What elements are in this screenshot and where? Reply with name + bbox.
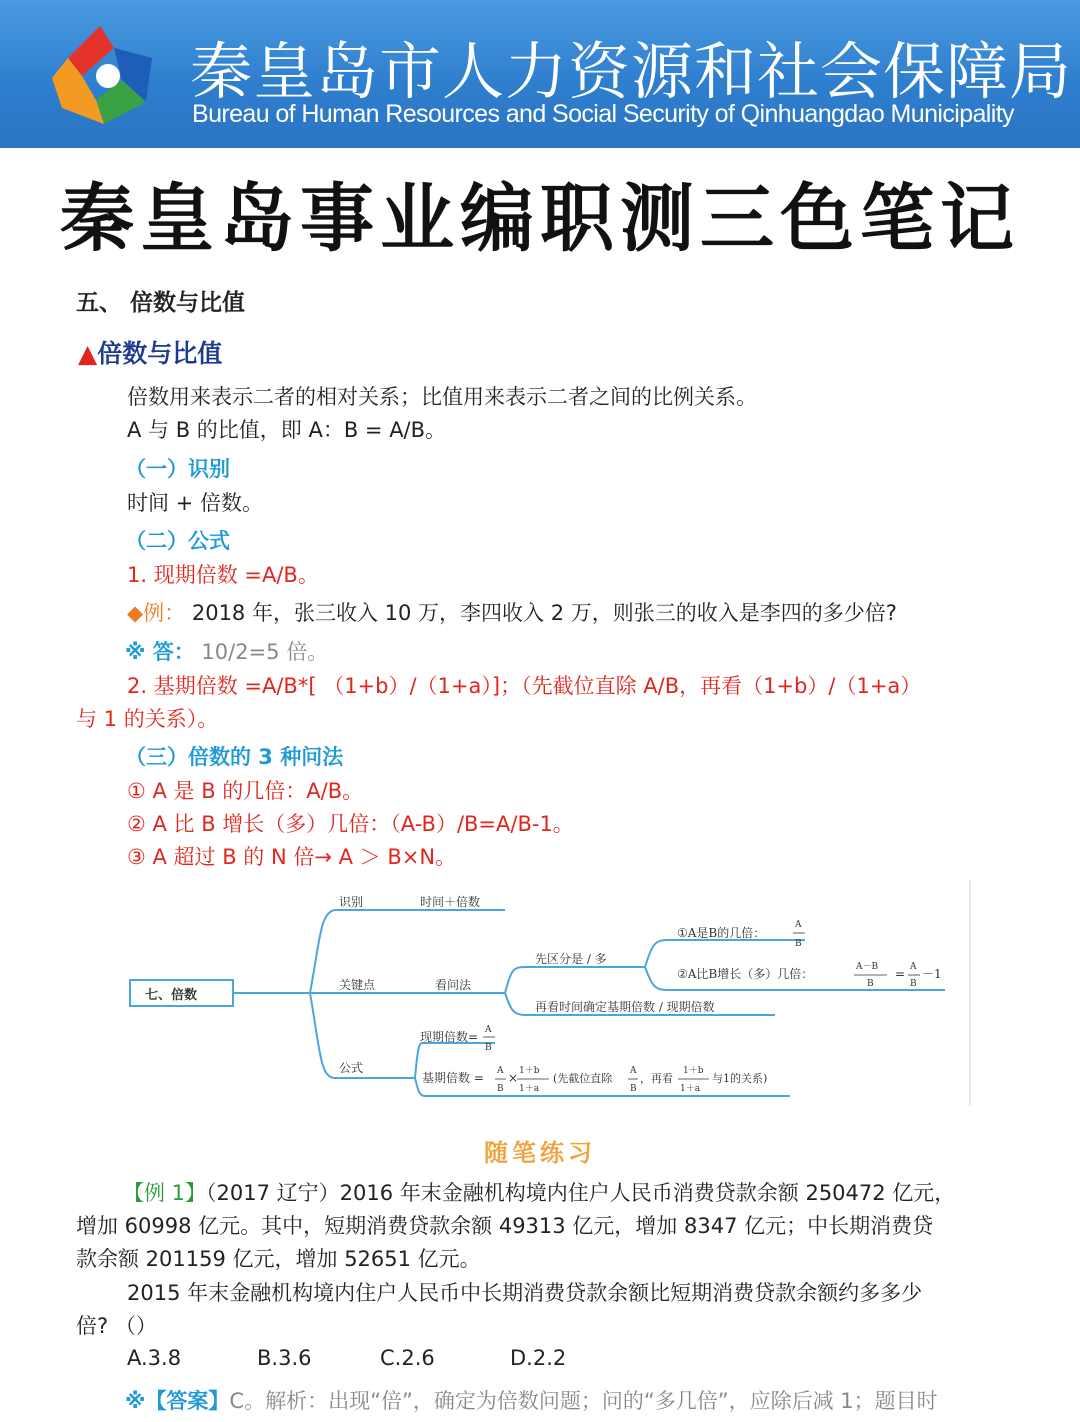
intro-line-1: 倍数用来表示二者的相对关系；比值用来表示二者之间的比例关系。 (127, 385, 757, 409)
practice-answer (125, 1385, 938, 1415)
example-text: 2018 年，张三收入 10 万，李四收入 2 万，则张三的收入是李四的多少倍? (191, 601, 897, 625)
frac-note2-den: 1＋a (680, 1084, 701, 1094)
frac-a2-den: B (910, 979, 917, 989)
answer-text: 10/2=5 倍。 (201, 640, 329, 664)
mindmap-formula-base: 基期倍数 = (422, 1071, 484, 1085)
banner-title-cn: 秦皇岛市人力资源和社会保障局 (190, 35, 1073, 108)
frac-a-den: B (795, 939, 802, 949)
eq-sign: = (895, 967, 906, 981)
formula-base-line-1: 2. 基期倍数 =A/B*[ （1+b）/（1+a）]；（先截位直除 A/B，再看（1+b）/（1+a） (127, 674, 922, 698)
frac-1b-num: 1＋b (519, 1066, 540, 1076)
mindmap-key-sub1-a: ①A是B的几倍： (677, 926, 766, 940)
practice-title: 随笔练习 (484, 1139, 596, 1167)
mindmap-key-sub1-b: ②A比B增长（多）几倍： (677, 967, 814, 981)
frac-cur-num: A (485, 1025, 492, 1035)
frac-base-den: B (497, 1084, 504, 1094)
mindmap-identify: 识别 (339, 895, 364, 909)
part2-title: （二）公式 (125, 529, 230, 553)
answer-label: ※ 答： (125, 640, 195, 664)
mindmap-root: 七、倍数 (145, 988, 198, 1003)
practice-answer-label: ※【答案】 (125, 1389, 230, 1413)
practice-ex-label: 【例 1】 (123, 1181, 207, 1205)
formula-base-line-2: 与 1 的关系）。 (76, 707, 219, 731)
practice-answer-text: C。解析：出现“倍”，确定为倍数问题；问的“多几倍”，应除后减 1；题目时 (229, 1389, 938, 1413)
mindmap-diagram (125, 880, 975, 1105)
practice-ex-text-1: （2017 辽宁）2016 年末金融机构境内住户人民币消费贷款余额 250472 亿元， (206, 1181, 956, 1205)
bureau-logo-icon (48, 18, 160, 130)
formula-current: 1. 现期倍数 =A/B。 (127, 563, 319, 587)
frac-ab-num: A－B (856, 962, 879, 972)
mindmap-key-sub2: 再看时间确定基期倍数 / 现期倍数 (535, 1000, 715, 1014)
page-title: 秦皇岛事业编职测三色笔记 (60, 176, 1020, 262)
option-b[interactable]: B.3.6 (257, 1346, 312, 1370)
mindmap-key-leaf: 看问法 (435, 978, 472, 992)
subheading (78, 334, 222, 370)
mindmap-formula: 公式 (339, 1061, 364, 1075)
intro-line-2: A 与 B 的比值，即 A：B = A/B。 (127, 418, 447, 442)
banner-title-en: Bureau of Human Resources and Social Security of Qinhuangdao Municipality (192, 100, 1014, 128)
part3-title: （三）倍数的 3 种问法 (125, 745, 344, 769)
answer-line (125, 636, 328, 666)
example-paragraph (76, 1177, 1026, 1276)
practice-ex-text-2: 增加 60998 亿元。其中，短期消费贷款余额 49313 亿元，增加 8347 亿元；中长期消费贷 (76, 1214, 934, 1238)
triangle-icon: ▲ (78, 339, 98, 368)
frac-base-num: A (497, 1066, 504, 1076)
mindmap-key: 关键点 (339, 978, 376, 992)
part1-text: 时间 + 倍数。 (127, 491, 263, 515)
example-line (127, 597, 897, 627)
mindmap-key-sub1: 先区分是 / 多 (535, 952, 607, 966)
question-paragraph (76, 1277, 1026, 1343)
frac-ab-den: B (867, 979, 874, 989)
practice-ex-text-3: 款余额 201159 亿元，增加 52651 亿元。 (76, 1247, 481, 1271)
base-note-2: ，再看 (640, 1072, 673, 1085)
frac-a2-num: A (910, 962, 917, 972)
option-c[interactable]: C.2.6 (380, 1346, 435, 1370)
frac-cur-den: B (485, 1043, 492, 1053)
base-note-3: 与1的关系) (712, 1072, 768, 1085)
part1-title: （一）识别 (125, 457, 230, 481)
question-text-1: 2015 年末金融机构境内住户人民币中长期消费贷款余额比短期消费贷款余额约多多少 (127, 1281, 923, 1305)
minus-one: －1 (922, 967, 942, 981)
frac-a-num: A (795, 920, 802, 930)
frac-note2-num: 1＋b (683, 1066, 704, 1076)
times-sign: × (508, 1071, 519, 1085)
mindmap-identify-leaf: 时间＋倍数 (420, 895, 481, 909)
ask-3: ③ A 超过 B 的 N 倍→ A ＞ B×N。 (127, 845, 457, 869)
base-note-1: (先截位直除 (553, 1072, 613, 1085)
option-a[interactable]: A.3.8 (127, 1346, 182, 1370)
frac-note-den: B (630, 1084, 637, 1094)
example-label: ◆例： (127, 601, 186, 625)
question-text-2: 倍? （） (76, 1314, 157, 1338)
mindmap-formula-current: 现期倍数= (420, 1030, 479, 1044)
frac-1a-den: 1＋a (519, 1084, 540, 1094)
option-d[interactable]: D.2.2 (510, 1346, 567, 1370)
ask-2: ② A 比 B 增长（多）几倍：（A-B）/B=A/B-1。 (127, 812, 574, 836)
subheading-text: 倍数与比值 (97, 339, 223, 368)
section-heading: 五、 倍数与比值 (76, 290, 246, 316)
frac-note-num: A (630, 1066, 637, 1076)
header-banner (0, 0, 1080, 148)
ask-1: ① A 是 B 的几倍：A/B。 (127, 779, 364, 803)
